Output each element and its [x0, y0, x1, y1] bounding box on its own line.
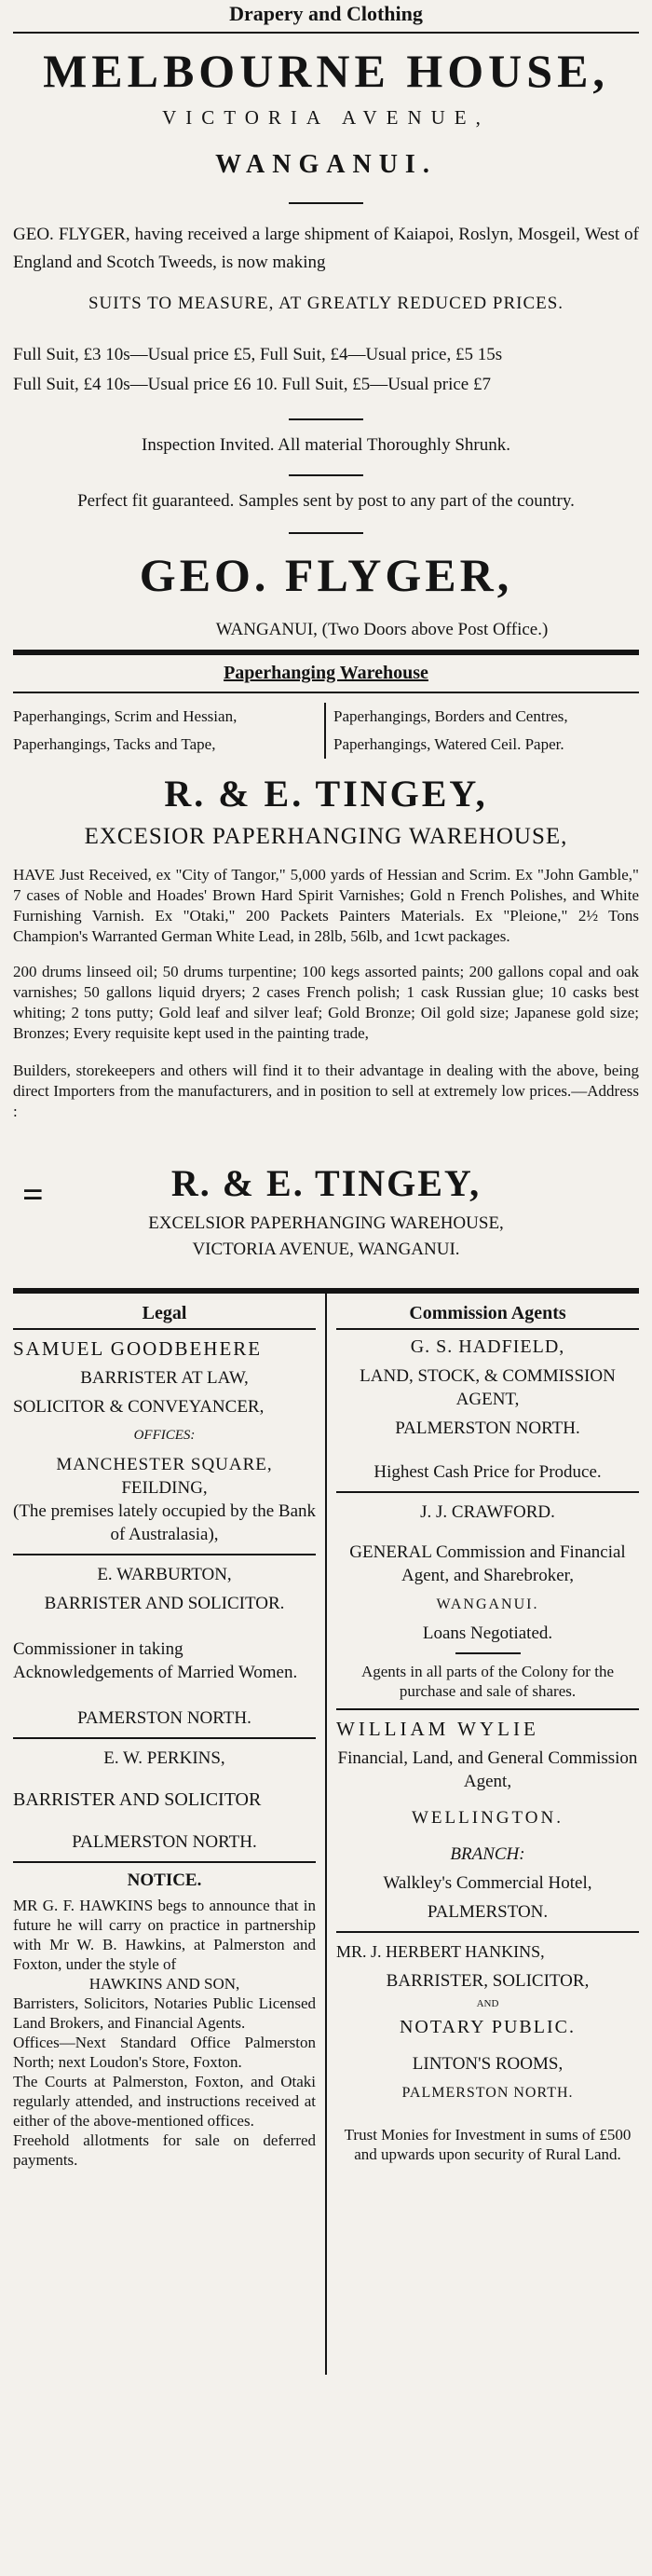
hankins-line-2: NOTARY PUBLIC.: [399, 2017, 576, 2037]
divider: [13, 692, 639, 693]
divider: [13, 1861, 316, 1863]
short-rule: [289, 474, 363, 476]
ornament-equals: =: [22, 1173, 44, 1215]
legal-column: [13, 1294, 325, 2375]
legal-header: Legal: [142, 1303, 187, 1323]
crawford-name: J. J. CRAWFORD.: [420, 1502, 555, 1522]
hankins-and: AND: [476, 1998, 499, 2009]
drapery-inspection: Inspection Invited. All material Thoroughly Shrunk.: [142, 435, 510, 455]
wylie-branch: BRANCH:: [450, 1844, 525, 1864]
paper-right-1: Paperhangings, Borders and Centres,: [333, 707, 568, 725]
warburton-ad: [13, 1563, 316, 1730]
warburton-line-1: BARRISTER AND SOLICITOR.: [44, 1594, 285, 1613]
divider: [336, 1931, 639, 1933]
agents-header: Commission Agents: [409, 1303, 566, 1323]
drapery-fit: Perfect fit guaranteed. Samples sent by post to any part of the country.: [77, 491, 575, 511]
short-rule: [455, 1652, 521, 1654]
hadfield-line-1: LAND, STOCK, & COMMISSION AGENT,: [360, 1366, 616, 1409]
divider: [13, 1554, 316, 1555]
crawford-line-3: Loans Negotiated.: [422, 1624, 553, 1643]
crawford-line-1: GENERAL Commission and Financial Agent, and Sharebroker,: [349, 1542, 626, 1585]
classified-columns: [13, 1294, 639, 2375]
divider: [13, 1737, 316, 1739]
paper-header: [13, 655, 639, 692]
paper-left-2: Paperhangings, Tacks and Tape,: [13, 735, 216, 753]
goodbehere-name: SAMUEL GOODBEHERE: [13, 1337, 263, 1360]
drapery-town: WANGANUI.: [215, 150, 437, 179]
notice-paragraph-4: The Courts at Palmerston, Foxton, and Otaki regularly attended, and instructions received at either of the above-mentioned offices.: [13, 2073, 316, 2130]
agents-column: [327, 1294, 639, 2375]
crawford-ad: [336, 1500, 639, 1701]
goodbehere-line-4: FEILDING,: [121, 1478, 208, 1498]
hadfield-line-3: Highest Cash Price for Produce.: [374, 1462, 602, 1482]
drapery-price-1: Full Suit, £3 10s—Usual price £5, Full Suit, £4—Usual price, £5 15s: [13, 345, 503, 364]
tingey-paragraph-1: HAVE Just Received, ex "City of Tangor," 5,000 yards of Hessian and Scrim. Ex "John Gamble," 7 cases of Noble and Hoades' Brown Hard Spirit Varnishes; Gold n French Polishes, and White Furnishing Varnish. Ex "Otaki," 200 Packets Painters Materials. Ex "Pleione," 2½ Tons Champion's Warranted German White Lead, in 28lb, 56lb, and 1cwt packages.: [13, 866, 639, 945]
crawford-line-4: Agents in all parts of the Colony for the purchase and sale of shares.: [360, 1663, 614, 1700]
drapery-street: VICTORIA AVENUE,: [162, 106, 490, 129]
paper-left-1: Paperhangings, Scrim and Hessian,: [13, 707, 238, 725]
melbourne-title: MELBOURNE HOUSE,: [43, 45, 609, 97]
wylie-name: WILLIAM WYLIE: [336, 1718, 539, 1740]
hankins-line-5: Trust Monies for Investment in sums of £500 and upwards upon security of Rural Land.: [344, 2126, 632, 2163]
warburton-name: E. WARBURTON,: [97, 1565, 232, 1584]
hankins-name: MR. J. HERBERT HANKINS,: [336, 1942, 545, 1961]
short-rule: [289, 532, 363, 534]
drapery-price-2: Full Suit, £4 10s—Usual price £6 10. Full Suit, £5—Usual price £7: [13, 375, 491, 394]
goodbehere-line-1: BARRISTER AT LAW,: [80, 1368, 249, 1388]
tingey-title-2: R. & E. TINGEY,: [170, 1162, 482, 1204]
perkins-ad: [13, 1747, 316, 1854]
notice-paragraph-3: Offices—Next Standard Office Palmerston North; next Loudon's Store, Foxton.: [13, 2034, 316, 2071]
goodbehere-line-3: MANCHESTER SQUARE,: [56, 1455, 273, 1474]
hankins-line-3: LINTON'S ROOMS,: [412, 2054, 564, 2074]
flyger-address: WANGANUI, (Two Doors above Post Office.): [215, 620, 549, 639]
hankins-line-4: PALMERSTON NORTH.: [401, 2085, 574, 2101]
hadfield-ad: [336, 1336, 639, 1484]
tingey-title: R. & E. TINGEY,: [164, 773, 488, 815]
warburton-line-3: PAMERSTON NORTH.: [77, 1708, 251, 1728]
drapery-header: Drapery and Clothing: [229, 2, 423, 25]
wylie-line-1: Financial, Land, and General Commission Agent,: [337, 1748, 638, 1791]
goodbehere-ad: [13, 1337, 316, 1546]
goodbehere-line-2: SOLICITOR & CONVEYANCER,: [13, 1397, 265, 1417]
paperhanging-section: [13, 655, 639, 1294]
notice-title: NOTICE.: [127, 1870, 202, 1890]
perkins-line-1: BARRISTER AND SOLICITOR: [13, 1789, 262, 1810]
divider: [13, 1328, 316, 1330]
wylie-line-2: WELLINGTON.: [412, 1808, 564, 1828]
paper-right-2: Paperhangings, Watered Ceil. Paper.: [333, 735, 564, 753]
tingey-subtitle: EXCESIOR PAPERHANGING WAREHOUSE,: [84, 824, 568, 849]
hadfield-name: G. S. HADFIELD,: [410, 1336, 565, 1357]
goodbehere-line-5: (The premises lately occupied by the Bank of Australasia),: [13, 1501, 317, 1544]
paper-goods-table: [13, 703, 639, 759]
hankins-ad: [336, 1940, 639, 2164]
perkins-name: E. W. PERKINS,: [103, 1748, 225, 1768]
notice-ad: [13, 1870, 316, 2170]
crawford-line-2: WANGANUI.: [436, 1596, 539, 1612]
flyger-name: GEO. FLYGER,: [139, 549, 513, 601]
wylie-ad: [336, 1718, 639, 1924]
drapery-suits: SUITS TO MEASURE, AT GREATLY REDUCED PRICES.: [88, 294, 564, 313]
divider: [336, 1491, 639, 1493]
perkins-line-2: PALMERSTON NORTH.: [72, 1832, 257, 1852]
paper-header-text: Paperhanging Warehouse: [224, 663, 428, 683]
divider: [336, 1708, 639, 1710]
wylie-line-3: Walkley's Commercial Hotel,: [383, 1873, 592, 1893]
hadfield-line-2: PALMERSTON NORTH.: [395, 1418, 580, 1438]
notice-firm: HAWKINS AND SON,: [88, 1975, 240, 1993]
notice-paragraph-2: Barristers, Solicitors, Notaries Public Licensed Land Brokers, and Financial Agents.: [13, 1994, 316, 2032]
notice-paragraph-5: Freehold allotments for sale on deferred payments.: [13, 2131, 316, 2169]
short-rule: [289, 418, 363, 420]
hankins-line-1: BARRISTER, SOLICITOR,: [386, 1971, 590, 1991]
tingey-address-2: VICTORIA AVENUE, WANGANUI.: [192, 1240, 460, 1259]
divider: [336, 1328, 639, 1330]
tingey-paragraph-3: Builders, storekeepers and others will find it to their advantage in dealing with the above, being direct Importers from the manufacturers, and in position to sell at extremely low prices.—Address :: [13, 1062, 639, 1120]
warburton-line-2: Commissioner in taking Acknowledgements of Married Women.: [13, 1639, 298, 1682]
wylie-line-4: PALMERSTON.: [427, 1902, 549, 1922]
tingey-subtitle-2: EXCELSIOR PAPERHANGING WAREHOUSE,: [148, 1213, 504, 1233]
drapery-intro: GEO. FLYGER, having received a large shipment of Kaiapoi, Roslyn, Mosgeil, West of England and Scotch Tweeds, is now making: [13, 225, 639, 272]
divider: [13, 32, 639, 34]
notice-paragraph-1: MR G. F. HAWKINS begs to announce that in future he will carry on practice in partnership with Mr W. B. Hawkins, at Palmerston and Foxton, under the style of: [13, 1897, 316, 1973]
goodbehere-offices: OFFICES:: [133, 1428, 196, 1443]
drapery-section: [13, 0, 639, 655]
short-rule: [289, 202, 363, 204]
tingey-paragraph-2: 200 drums linseed oil; 50 drums turpentine; 100 kegs assorted paints; 200 gallons copal and oak varnishes; 50 gallons liquid dryers; 2 cases French polish; 1 cask Russian glue; 10 casks best whiting; 2 tons putty; Gold leaf and silver leaf; Gold Bronze; Oil gold size; Japanese gold size; Bronzes; Every requisite kept used in the painting trade,: [13, 963, 639, 1042]
